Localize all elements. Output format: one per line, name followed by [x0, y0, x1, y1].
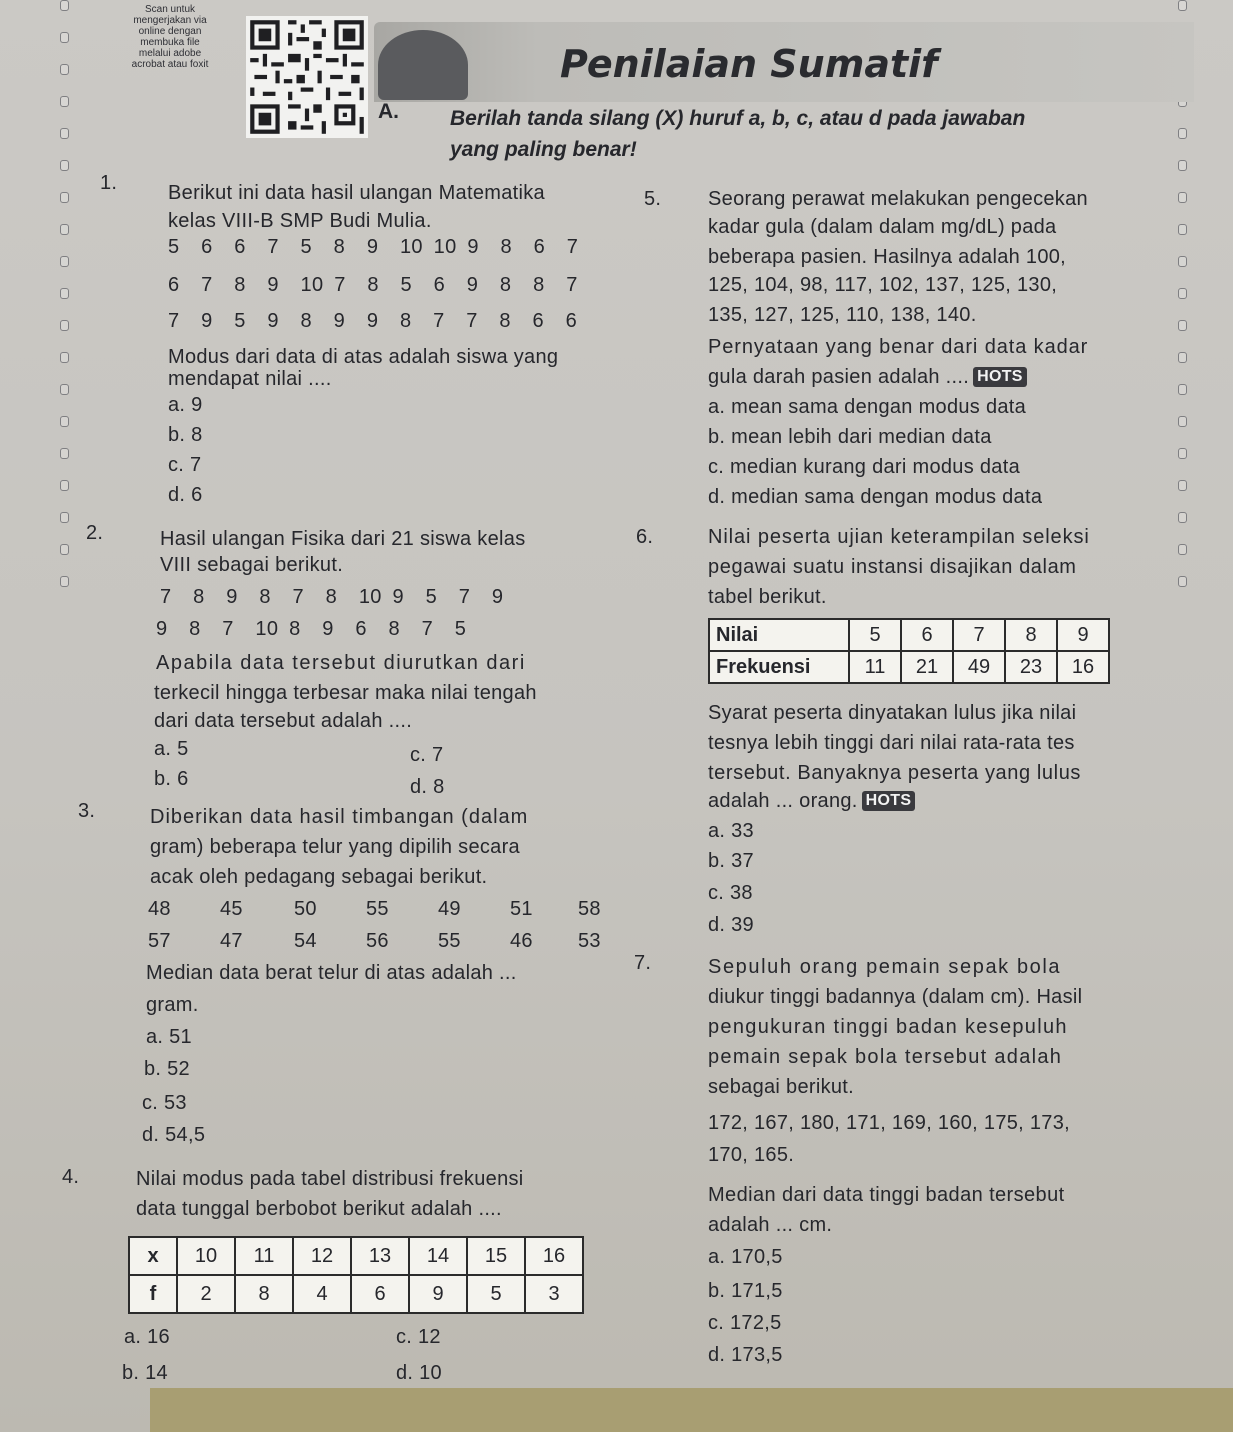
table-cell: 10 — [177, 1237, 235, 1275]
question-text: kelas VIII-B SMP Budi Mulia. — [168, 210, 432, 232]
question-text: Syarat peserta dinyatakan lulus jika nilai — [708, 702, 1077, 724]
question-text: tesnya lebih tinggi dari nilai rata-rata tes — [708, 732, 1075, 754]
question-number: 6. — [636, 526, 654, 548]
scan-line: membuka file — [140, 37, 200, 48]
data-value: 54 — [294, 930, 317, 952]
question-text: 135, 127, 125, 110, 138, 140. — [708, 304, 977, 326]
question-text — [708, 790, 915, 813]
question-text: Pernyataan yang benar dari data kadar — [708, 336, 1089, 358]
instruction-line: yang paling benar! — [450, 138, 637, 161]
question-number: 1. — [100, 172, 118, 194]
height-data: 170, 165. — [708, 1144, 795, 1166]
data-value: 58 — [578, 898, 601, 920]
table-cell: 9 — [409, 1275, 467, 1313]
answer-option-a[interactable]: a. 170,5 — [708, 1246, 783, 1268]
question-text: VIII sebagai berikut. — [160, 554, 344, 576]
answer-option-c[interactable]: c. 7 — [410, 744, 444, 766]
data-row: 6 7 8 9 10 7 8 5 6 9 8 8 7 — [168, 274, 578, 296]
question-text: Berikut ini data hasil ulangan Matematika — [168, 182, 545, 204]
answer-option-a[interactable]: a. 16 — [124, 1326, 170, 1348]
scan-instructions — [100, 4, 240, 70]
data-value: 57 — [148, 930, 171, 952]
table-cell: 16 — [525, 1237, 583, 1275]
question-text: pemain sepak bola tersebut adalah — [708, 1046, 1063, 1068]
table-header-cell: Nilai — [709, 619, 849, 651]
table-cell: 15 — [467, 1237, 525, 1275]
data-value: 55 — [366, 898, 389, 920]
answer-option-d[interactable]: d. 173,5 — [708, 1344, 783, 1366]
table-cell: 14 — [409, 1237, 467, 1275]
table-cell: 6 — [351, 1275, 409, 1313]
answer-option-a[interactable]: a. 33 — [708, 820, 754, 842]
data-value: 53 — [578, 930, 601, 952]
table-cell: 11 — [235, 1237, 293, 1275]
answer-option-a[interactable]: a. 5 — [154, 738, 189, 760]
answer-option-b[interactable]: b. 6 — [154, 768, 189, 790]
question-text: terkecil hingga terbesar maka nilai tengah — [154, 682, 537, 704]
question-number: 7. — [634, 952, 652, 974]
qr-code-icon[interactable] — [246, 16, 368, 138]
table-header-cell: Frekuensi — [709, 651, 849, 683]
question-text: pengukuran tinggi badan kesepuluh — [708, 1016, 1068, 1038]
table-cell: 6 — [901, 619, 953, 651]
table-cell: 13 — [351, 1237, 409, 1275]
table-cell: 11 — [849, 651, 901, 683]
answer-option-b[interactable]: b. mean lebih dari median data — [708, 426, 992, 448]
table-cell: 4 — [293, 1275, 351, 1313]
answer-option-c[interactable]: c. 38 — [708, 882, 753, 904]
scan-line: acrobat atau foxit — [131, 59, 209, 70]
page-title: Penilaian Sumatif — [560, 42, 938, 86]
table-cell: 7 — [953, 619, 1005, 651]
section-instruction — [450, 103, 1025, 165]
data-row: 9 8 7 10 8 9 6 8 7 5 — [156, 618, 467, 640]
answer-option-c[interactable]: c. 12 — [396, 1326, 441, 1348]
question-number: 5. — [644, 188, 662, 210]
data-value: 56 — [366, 930, 389, 952]
scan-line: online dengan — [138, 26, 202, 37]
question-text: Median data berat telur di atas adalah ... — [146, 962, 517, 984]
scan-line: Scan untuk — [144, 4, 196, 15]
question-text: Hasil ulangan Fisika dari 21 siswa kelas — [160, 528, 526, 550]
data-value: 48 — [148, 898, 171, 920]
table-cell: 16 — [1057, 651, 1109, 683]
table-cell: 2 — [177, 1275, 235, 1313]
question-text: Apabila data tersebut diurutkan dari — [156, 652, 526, 674]
scan-line: melalui adobe — [138, 48, 202, 59]
question-number: 4. — [62, 1166, 80, 1188]
question-text: Median dari data tinggi badan tersebut — [708, 1184, 1065, 1206]
table-row — [709, 619, 1109, 651]
binder-rings-left — [58, 0, 70, 600]
hots-badge: HOTS — [862, 791, 916, 811]
question-text: Sepuluh orang pemain sepak bola — [708, 956, 1062, 978]
data-value: 51 — [510, 898, 533, 920]
answer-option-d[interactable]: d. 10 — [396, 1362, 442, 1384]
answer-option-d[interactable]: d. 6 — [168, 484, 203, 506]
question-text: data tunggal berbobot berikut adalah .... — [136, 1198, 502, 1220]
question-text: Seorang perawat melakukan pengecekan — [708, 188, 1088, 210]
answer-option-d[interactable]: d. 8 — [410, 776, 445, 798]
table-cell: 5 — [849, 619, 901, 651]
table-cell: 3 — [525, 1275, 583, 1313]
table-cell: 8 — [235, 1275, 293, 1313]
hots-badge: HOTS — [973, 367, 1027, 387]
question-text: gram) beberapa telur yang dipilih secara — [150, 836, 520, 858]
data-value: 47 — [220, 930, 243, 952]
instruction-line: Berilah tanda silang (X) huruf a, b, c, atau d pada jawaban — [450, 107, 1026, 130]
answer-option-a[interactable]: a. 51 — [146, 1026, 192, 1048]
answer-option-b[interactable]: b. 52 — [144, 1058, 190, 1080]
data-value: 55 — [438, 930, 461, 952]
table-cell: 49 — [953, 651, 1005, 683]
question-text: Nilai peserta ujian keterampilan seleksi — [708, 526, 1090, 548]
question-number: 3. — [78, 800, 96, 822]
question-text: kadar gula (dalam dalam mg/dL) pada — [708, 216, 1057, 238]
question-text: tersebut. Banyaknya peserta yang lulus — [708, 762, 1082, 784]
question-text: gram. — [146, 994, 199, 1016]
data-value: 50 — [294, 898, 317, 920]
section-letter: A. — [378, 100, 399, 123]
table-row — [709, 651, 1109, 683]
table-cell: 8 — [1005, 619, 1057, 651]
data-value: 45 — [220, 898, 243, 920]
question-text: adalah ... cm. — [708, 1214, 833, 1236]
table-row — [129, 1275, 583, 1313]
page-bottom-edge — [150, 1388, 1233, 1432]
question-text: beberapa pasien. Hasilnya adalah 100, — [708, 246, 1067, 268]
data-row: 7 9 5 9 8 9 9 8 7 7 8 6 6 — [168, 310, 578, 332]
question-text-span: gula darah pasien adalah .... — [708, 366, 970, 388]
question-number: 2. — [86, 522, 104, 544]
answer-option-b[interactable]: b. 171,5 — [708, 1280, 783, 1302]
table-cell: 23 — [1005, 651, 1057, 683]
table-row — [129, 1237, 583, 1275]
table-cell: 21 — [901, 651, 953, 683]
answer-option-c[interactable]: c. median kurang dari modus data — [708, 456, 1020, 478]
data-value: 46 — [510, 930, 533, 952]
table-cell: 5 — [467, 1275, 525, 1313]
answer-option-a[interactable]: a. mean sama dengan modus data — [708, 396, 1027, 418]
data-value: 49 — [438, 898, 461, 920]
data-row: 7 8 9 8 7 8 10 9 5 7 9 — [160, 586, 504, 608]
answer-option-c[interactable]: c. 172,5 — [708, 1312, 782, 1334]
question-text: mendapat nilai .... — [168, 368, 332, 390]
answer-option-b[interactable]: b. 37 — [708, 850, 754, 872]
table-header-cell: f — [129, 1275, 177, 1313]
question-text: sebagai berikut. — [708, 1076, 855, 1098]
table-header-cell: x — [129, 1237, 177, 1275]
answer-option-b[interactable]: b. 14 — [122, 1362, 168, 1384]
table-cell: 12 — [293, 1237, 351, 1275]
scan-line: mengerjakan via — [133, 15, 207, 26]
question-text — [708, 366, 1027, 389]
question-text: Diberikan data hasil timbangan (dalam — [150, 806, 529, 828]
data-row: 5 6 6 7 5 8 9 10 10 9 8 6 7 — [168, 236, 579, 258]
question-text: diukur tinggi badannya (dalam cm). Hasil — [708, 986, 1083, 1008]
question-text: pegawai suatu instansi disajikan dalam — [708, 556, 1077, 578]
question-text: Nilai modus pada tabel distribusi frekuensi — [136, 1168, 524, 1190]
table-cell: 9 — [1057, 619, 1109, 651]
answer-option-d[interactable]: d. 54,5 — [142, 1124, 206, 1146]
question-text: dari data tersebut adalah .... — [154, 710, 413, 732]
question-text: Modus dari data di atas adalah siswa yang — [168, 346, 559, 368]
frequency-table — [128, 1236, 584, 1314]
answer-option-c[interactable]: c. 7 — [168, 454, 202, 476]
answer-option-d[interactable]: d. 39 — [708, 914, 754, 936]
height-data: 172, 167, 180, 171, 169, 160, 175, 173, — [708, 1112, 1071, 1134]
question-text: acak oleh pedagang sebagai berikut. — [150, 866, 488, 888]
question-text-span: adalah ... orang. — [708, 790, 858, 812]
answer-option-b[interactable]: b. 8 — [168, 424, 203, 446]
banner-tab-decoration — [378, 30, 468, 100]
question-text: 125, 104, 98, 117, 102, 137, 125, 130, — [708, 274, 1058, 296]
answer-option-a[interactable]: a. 9 — [168, 394, 203, 416]
score-frequency-table — [708, 618, 1110, 684]
answer-option-c[interactable]: c. 53 — [142, 1092, 187, 1114]
question-text: tabel berikut. — [708, 586, 827, 608]
answer-option-d[interactable]: d. median sama dengan modus data — [708, 486, 1043, 508]
